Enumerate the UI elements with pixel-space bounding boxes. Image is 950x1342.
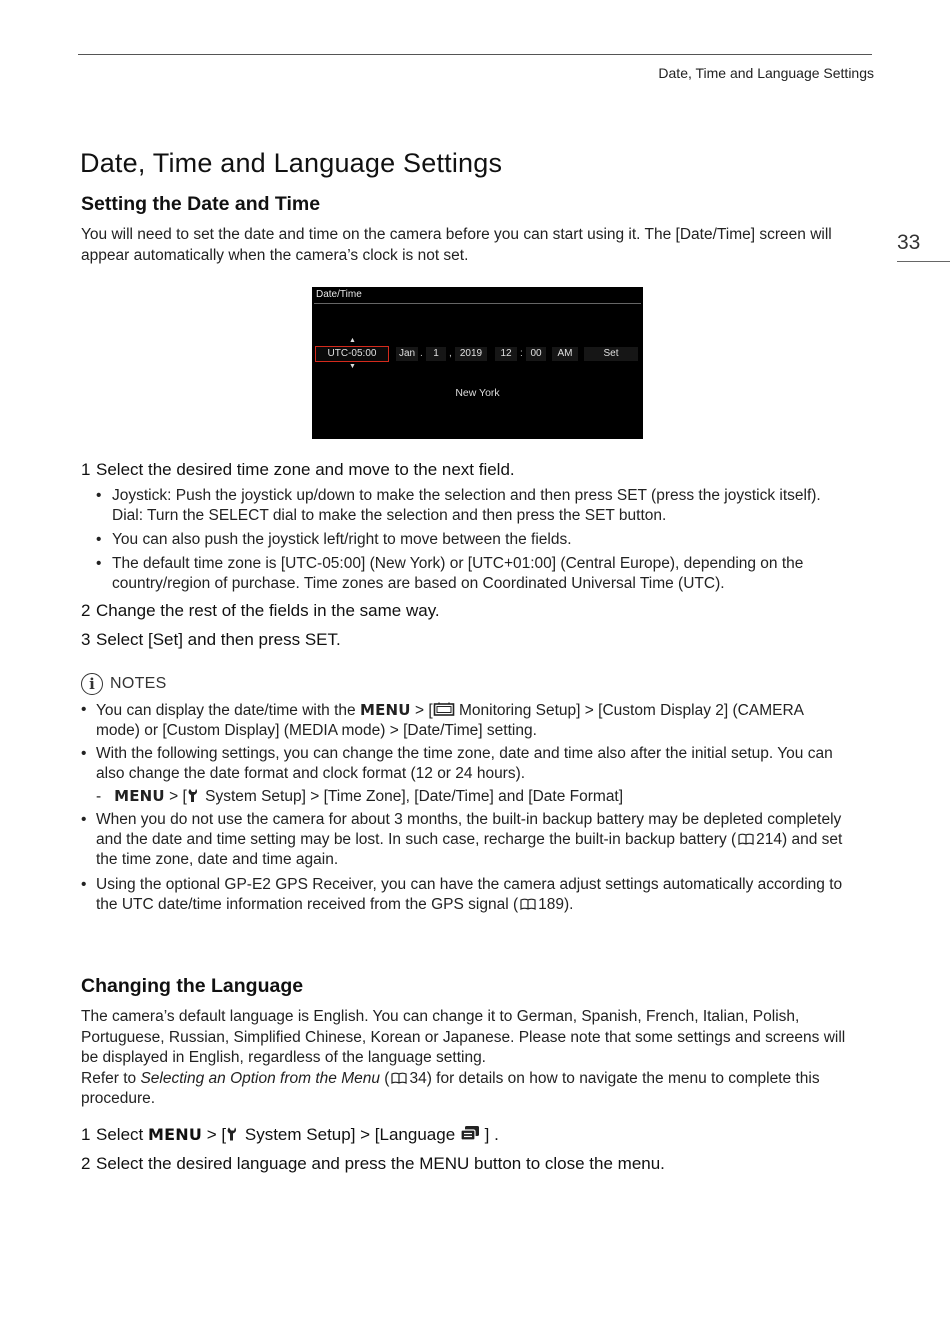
language-paragraph: The camera’s default language is English. You can change it to German, Spanish, French, Italian, Polish, Portuguese, Russian, Simplified Chinese, Korean or Japanese. Please note that some settings and screens will be displayed in English, regardless of the language setting. Refer to Selecting an Option from the Menu ( 34) for details on how to navigate the menu to complete this procedure. <box>81 1008 846 1107</box>
language-step-1: 1 Select MENU > [ System Setup] > [Language ] . <box>81 1125 499 1144</box>
down-arrow-icon: ▼ <box>349 363 356 370</box>
note-item: • With the following settings, you can change the time zone, date and time also after the initial setup. You can also change the date format and clock format (12 or 24 hours). <box>81 745 833 782</box>
notes-header <box>81 671 167 697</box>
note-sub-item: - MENU > [ System Setup] > [Time Zone], [Date/Time] and [Date Format] <box>96 787 624 805</box>
note-item: • You can display the date/time with the MENU > [ Monitoring Setup] > [Custom Display 2] (CAMERA mode) or [Custom Display] (MEDIA mode) > [Date/Time] setting. <box>81 701 804 739</box>
screen-title-rule <box>314 303 641 304</box>
city-label: New York <box>455 387 500 399</box>
list-item: • Joystick: Push the joystick up/down to make the selection and then press SET (press the joystick itself). Dial: Turn the SELECT dial to make the selection and then press the SET button. <box>96 487 821 524</box>
notes-label: NOTES <box>110 675 167 692</box>
timezone-field[interactable]: UTC-05:00 <box>315 346 389 362</box>
step-1: 1 Select the desired time zone and move to the next field. <box>81 460 515 479</box>
list-item: • The default time zone is [UTC-05:00] (New York) or [UTC+01:00] (Central Europe), depending on the country/region of purchase. Time zones are based on Coordinated Universal Time (UTC). <box>96 555 804 592</box>
section-heading-language: Changing the Language <box>81 975 304 997</box>
month-field[interactable]: Jan <box>396 347 418 361</box>
section-heading-date-time: Setting the Date and Time <box>81 193 321 215</box>
time-separator: : <box>520 348 523 359</box>
step-3: 3 Select [Set] and then press SET. <box>81 630 341 649</box>
intro-line-2: appear automatically when the camera’s clock is not set. <box>81 246 469 264</box>
date-separator: . <box>420 348 423 359</box>
year-field[interactable]: 2019 <box>455 347 487 361</box>
day-field[interactable]: 1 <box>426 347 446 361</box>
ampm-field[interactable]: AM <box>552 347 578 361</box>
book-icon <box>391 1072 407 1084</box>
page-number-rule <box>897 261 950 262</box>
hour-field[interactable]: 12 <box>495 347 517 361</box>
menu-button-icon: MENU <box>114 787 165 805</box>
screen-title: Date/Time <box>316 289 362 300</box>
menu-button-icon: MENU <box>359 701 411 719</box>
menu-button-icon: MENU <box>147 1125 203 1144</box>
date-separator: , <box>449 348 452 359</box>
minute-field[interactable]: 00 <box>526 347 546 361</box>
camera-datetime-screen <box>312 287 643 439</box>
page-title: Date, Time and Language Settings <box>80 148 503 178</box>
intro-line-1: You will need to set the date and time on the camera before you can start using it. The [Date/Time] screen will <box>81 226 832 243</box>
book-icon <box>520 898 536 910</box>
monitor-icon <box>433 702 455 717</box>
set-button[interactable]: Set <box>584 347 638 361</box>
intro-paragraph <box>81 225 876 266</box>
page-number: 33 <box>897 231 921 254</box>
language-icon <box>460 1125 480 1142</box>
note-item: • When you do not use the camera for about 3 months, the built-in backup battery may be depleted completely and the date and time setting may be lost. In such case, recharge the built-in backup battery ( 214) and set the time zone, date and time again. <box>81 811 843 868</box>
wrench-icon <box>226 1126 240 1142</box>
up-arrow-icon: ▲ <box>349 337 356 344</box>
running-header: Date, Time and Language Settings <box>658 65 874 81</box>
language-step-2: 2 Select the desired language and press the MENU button to close the menu. <box>81 1154 665 1173</box>
note-item: • Using the optional GP-E2 GPS Receiver, you can have the camera adjust settings automatically according to the UTC date/time information received from the GPS signal ( 189). <box>81 876 843 913</box>
top-rule <box>78 54 872 55</box>
list-item: • You can also push the joystick left/right to move between the fields. <box>96 531 572 548</box>
book-icon <box>738 833 754 845</box>
cross-reference-link[interactable]: Selecting an Option from the Menu <box>140 1069 380 1087</box>
step-2: 2 Change the rest of the fields in the same way. <box>81 601 440 620</box>
wrench-icon <box>187 788 201 803</box>
info-icon: i <box>81 673 103 695</box>
